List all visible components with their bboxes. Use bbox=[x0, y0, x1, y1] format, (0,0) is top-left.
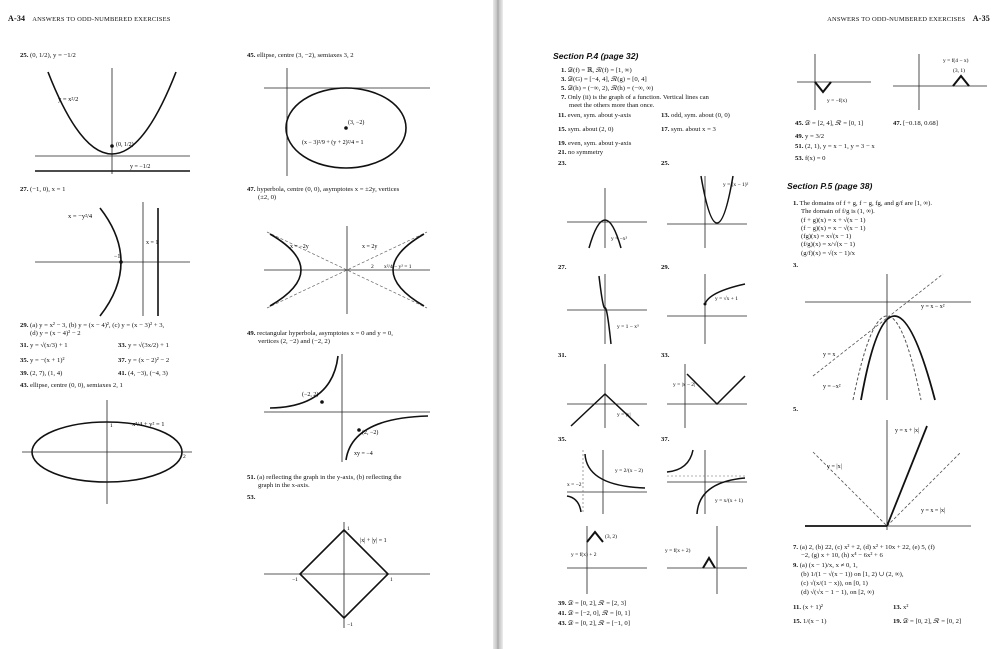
figure-p4-27 bbox=[565, 270, 649, 346]
figure-p4-33 bbox=[665, 360, 749, 430]
right-header bbox=[827, 14, 990, 23]
answer-p4-53: 53. f(x) = 0 bbox=[795, 155, 826, 162]
svg-text:(x − 3)²/9 + (y + 2)²/4 = 1: (x − 3)²/9 + (y + 2)²/4 = 1 bbox=[302, 140, 364, 146]
answer-43: 43. ellipse, centre (0, 0), semiaxes 2, 1 bbox=[20, 382, 123, 389]
answer-p4-21: 21. no symmetry bbox=[558, 149, 604, 156]
figure-p4-35 bbox=[565, 446, 649, 516]
figure-p4-25 bbox=[665, 170, 749, 250]
svg-text:x²/4 − y² = 1: x²/4 − y² = 1 bbox=[384, 264, 412, 270]
answer-33: 33. y = √(3x/2) + 1 bbox=[118, 342, 169, 349]
section-p4-heading: Section P.4 (page 32) bbox=[553, 51, 639, 61]
figure-p4-23 bbox=[565, 170, 649, 250]
svg-text:y = √x + 1: y = √x + 1 bbox=[715, 296, 738, 302]
figure-p5-3 bbox=[803, 272, 973, 402]
answer-49-cont: vertices (2, −2) and (−2, 2) bbox=[258, 338, 330, 345]
answer-p5-1-l2: The domain of f/g is (1, ∞). bbox=[801, 208, 875, 215]
svg-text:−1: −1 bbox=[347, 622, 353, 628]
svg-text:2: 2 bbox=[371, 264, 374, 270]
answer-p4-41: 41. 𝒟 = [−2, 0], ℛ = [0, 1] bbox=[558, 610, 630, 617]
answer-41: 41. (4, −3), (−4, 3) bbox=[118, 370, 168, 377]
figure-47 bbox=[262, 224, 432, 316]
svg-text:(2, −2): (2, −2) bbox=[362, 430, 379, 436]
answer-p5-19: 19. 𝒟 = [0, 2], ℛ = [0, 2] bbox=[893, 618, 962, 625]
figure-p5-5 bbox=[803, 418, 973, 532]
book-gutter bbox=[493, 0, 503, 649]
answer-p4-19: 19. even, sym. about y-axis bbox=[558, 140, 632, 147]
svg-text:y = −x²: y = −x² bbox=[611, 236, 628, 242]
answer-p4-5: 5. 𝒟(h) = (−∞, 2), ℛ(h) = (−∞, ∞) bbox=[561, 85, 654, 92]
svg-text:(0, 1/2): (0, 1/2) bbox=[116, 142, 134, 148]
label-35: 35. bbox=[558, 436, 567, 443]
page-number: A-34 bbox=[8, 14, 26, 23]
answer-p5-1-l3: (f + g)(x) = x + √(x − 1) bbox=[801, 217, 866, 224]
svg-text:y = x: y = x bbox=[823, 352, 836, 358]
answer-p5-9-l4: (d) √(√x − 1 − 1), on [2, ∞) bbox=[801, 589, 875, 596]
figure-p4-31 bbox=[565, 360, 649, 430]
answer-p5-1-l7: (g/f)(x) = √(x − 1)/x bbox=[801, 250, 855, 257]
answer-p5-1-l4: (f − g)(x) = x − √(x − 1) bbox=[801, 225, 866, 232]
svg-text:y = −x²: y = −x² bbox=[823, 384, 841, 390]
answer-35: 35. y = −(x + 1)² bbox=[20, 357, 65, 364]
answer-47: 47. hyperbola, centre (0, 0), asymptotes x = ±2y, vertices bbox=[247, 186, 400, 193]
answer-p5-1-l6: (f/g)(x) = x/√(x − 1) bbox=[801, 241, 855, 248]
svg-text:y = x + |x|: y = x + |x| bbox=[895, 428, 920, 434]
answer-29: 29. (a) y = x² − 3, (b) y = (x − 4)², (c) y = (x − 3)² + 3, bbox=[20, 322, 165, 329]
svg-text:y = (x − 1)²: y = (x − 1)² bbox=[723, 182, 749, 188]
svg-text:y = x = |x|: y = x = |x| bbox=[921, 508, 946, 514]
svg-text:y = x/(x + 1): y = x/(x + 1) bbox=[715, 498, 743, 504]
answer-39: 39. (2, 7), (1, 4) bbox=[20, 370, 63, 377]
answer-47-cont: (±2, 0) bbox=[258, 194, 277, 201]
answer-p5-3: 3. bbox=[793, 262, 799, 269]
answer-p5-13: 13. x² bbox=[893, 604, 909, 611]
answer-p4-7-cont: meet the others more than once. bbox=[569, 102, 655, 109]
answer-p5-11: 11. (x + 1)² bbox=[793, 604, 823, 611]
answer-37: 37. y = (x − 2)² − 2 bbox=[118, 357, 170, 364]
answer-p5-9-l2: (b) 1/(1 − √(x − 1)) on [1, 2) ∪ (2, ∞), bbox=[801, 571, 904, 578]
answer-27: 27. (−1, 0), x = 1 bbox=[20, 186, 66, 193]
answer-p4-43: 43. 𝒟 = [0, 2], ℛ = [−1, 0] bbox=[558, 620, 630, 627]
answer-p4-3: 3. 𝒟(G) = [−4, 4], ℛ(g) = [0, 4] bbox=[561, 76, 647, 83]
svg-text:y = |x|: y = |x| bbox=[827, 464, 842, 470]
answer-p4-11: 11. even, sym. about y-axis bbox=[558, 112, 632, 119]
svg-text:−1: −1 bbox=[114, 254, 121, 260]
answer-53: 53. bbox=[247, 494, 256, 501]
svg-text:xy = −4: xy = −4 bbox=[354, 451, 373, 457]
answer-p4-15: 15. sym. about (2, 0) bbox=[558, 126, 614, 133]
answer-p4-17: 17. sym. about x = 3 bbox=[661, 126, 716, 133]
running-title: ANSWERS TO ODD-NUMBERED EXERCISES bbox=[827, 16, 966, 23]
answer-p4-47: 47. [−0.18, 0.68] bbox=[893, 120, 939, 127]
svg-text:y = x − x²: y = x − x² bbox=[921, 304, 945, 310]
svg-text:1: 1 bbox=[347, 526, 350, 532]
svg-text:y = 1 − x³: y = 1 − x³ bbox=[617, 324, 639, 330]
figure-p4-45 bbox=[891, 52, 989, 112]
label-37: 37. bbox=[661, 436, 670, 443]
answer-29-cont: (d) y = (x − 4)² − 2 bbox=[30, 330, 81, 337]
figure-p4-29 bbox=[665, 270, 749, 346]
figure-43 bbox=[20, 396, 195, 506]
figure-49 bbox=[262, 352, 432, 464]
svg-text:(3, −2): (3, −2) bbox=[348, 120, 365, 126]
figure-25 bbox=[30, 66, 195, 178]
answer-45: 45. ellipse, centre (3, −2), semiaxes 3, 2 bbox=[247, 52, 354, 59]
figure-45 bbox=[262, 66, 432, 178]
svg-text:y = f(4 − x): y = f(4 − x) bbox=[943, 58, 969, 64]
answer-p5-7: 7. (a) 2, (b) 22, (c) x² + 2, (d) x² + 10x + 22, (e) 5, (f) bbox=[793, 544, 935, 551]
svg-text:1: 1 bbox=[390, 577, 393, 583]
answer-p4-49: 49. y = 3/2 bbox=[795, 133, 825, 140]
section-p5-heading: Section P.5 (page 38) bbox=[787, 181, 873, 191]
svg-text:y = x²/2: y = x²/2 bbox=[58, 96, 79, 103]
left-header bbox=[8, 14, 171, 23]
figure-p4-39 bbox=[565, 524, 649, 596]
answer-p5-9-l3: (c) √(x/(1 − x)), on [0, 1) bbox=[801, 580, 868, 587]
answer-p4-51: 51. (2, 1), y = x − 1, y = 3 − x bbox=[795, 143, 875, 150]
svg-text:|x| + |y| = 1: |x| + |y| = 1 bbox=[360, 538, 387, 544]
answer-51-cont: graph in the x-axis. bbox=[258, 482, 310, 489]
svg-text:2: 2 bbox=[183, 454, 186, 460]
right-page bbox=[503, 0, 998, 649]
figure-27 bbox=[30, 200, 195, 318]
svg-text:(3, 1): (3, 1) bbox=[953, 68, 965, 74]
figure-53 bbox=[262, 520, 432, 630]
answer-p4-1: 1. 𝒟(f) = ℝ, ℛ(f) = [1, ∞) bbox=[561, 67, 632, 74]
figure-p4-43 bbox=[795, 52, 873, 112]
answer-25: 25. (0, 1/2), y = −1/2 bbox=[20, 52, 76, 59]
svg-text:x = 1: x = 1 bbox=[146, 240, 159, 246]
svg-text:1: 1 bbox=[110, 423, 113, 429]
figure-p4-37 bbox=[665, 446, 749, 516]
answer-p5-9: 9. (a) (x − 1)/x, x ≠ 0, 1, bbox=[793, 562, 858, 569]
left-page bbox=[0, 0, 493, 649]
answer-p4-7: 7. Only (ii) is the graph of a function. Vertical lines can bbox=[561, 94, 709, 101]
label-23: 23. bbox=[558, 160, 567, 167]
svg-text:y = |x − 2|: y = |x − 2| bbox=[673, 382, 696, 388]
svg-text:(3, 2): (3, 2) bbox=[605, 534, 617, 540]
answer-31: 31. y = √(x/3) + 1 bbox=[20, 342, 68, 349]
svg-text:y = −1/2: y = −1/2 bbox=[130, 164, 151, 170]
label-25: 25. bbox=[661, 160, 670, 167]
answer-p5-15: 15. 1/(x − 1) bbox=[793, 618, 827, 625]
running-title: ANSWERS TO ODD-NUMBERED EXERCISES bbox=[32, 16, 171, 23]
answer-p4-45: 45. 𝒟 = [2, 4], ℛ = [0, 1] bbox=[795, 120, 864, 127]
answer-p4-39: 39. 𝒟 = [0, 2], ℛ = [2, 3] bbox=[558, 600, 627, 607]
answer-49: 49. rectangular hyperbola, asymptotes x = 0 and y = 0, bbox=[247, 330, 393, 337]
svg-text:y = −f(x): y = −f(x) bbox=[827, 98, 847, 104]
figure-p4-41 bbox=[665, 524, 749, 596]
svg-text:(−2, 2): (−2, 2) bbox=[302, 392, 319, 398]
svg-text:x²/4 + y² = 1: x²/4 + y² = 1 bbox=[132, 421, 165, 428]
svg-text:x = −2: x = −2 bbox=[567, 482, 582, 488]
svg-text:−1: −1 bbox=[292, 577, 298, 583]
answer-p5-1-l5: (fg)(x) = x√(x − 1) bbox=[801, 233, 852, 240]
svg-text:y = f(x) + 2: y = f(x) + 2 bbox=[571, 552, 597, 558]
svg-text:y = |x|: y = |x| bbox=[617, 412, 631, 418]
answer-p4-13: 13. odd, sym. about (0, 0) bbox=[661, 112, 730, 119]
label-31: 31. bbox=[558, 352, 567, 359]
answer-p5-7-cont: −2, (g) x + 10, (h) x⁴ − 6x² + 6 bbox=[801, 552, 883, 559]
svg-text:x = −y²/4: x = −y²/4 bbox=[68, 213, 93, 220]
answer-p5-5: 5. bbox=[793, 406, 799, 413]
label-27: 27. bbox=[558, 264, 567, 271]
svg-text:x = −2y: x = −2y bbox=[290, 244, 309, 250]
label-33: 33. bbox=[661, 352, 670, 359]
svg-text:y = 2/(x − 2): y = 2/(x − 2) bbox=[615, 468, 643, 474]
answer-p5-1: 1. The domains of f + g, f − g, fg, and g/f are [1, ∞). bbox=[793, 200, 933, 207]
svg-text:x = 2y: x = 2y bbox=[362, 244, 378, 250]
svg-text:y = f(x + 2): y = f(x + 2) bbox=[665, 548, 691, 554]
page-number: A-35 bbox=[972, 14, 990, 23]
label-29: 29. bbox=[661, 264, 670, 271]
answer-51: 51. (a) reflecting the graph in the y-axis, (b) reflecting the bbox=[247, 474, 402, 481]
